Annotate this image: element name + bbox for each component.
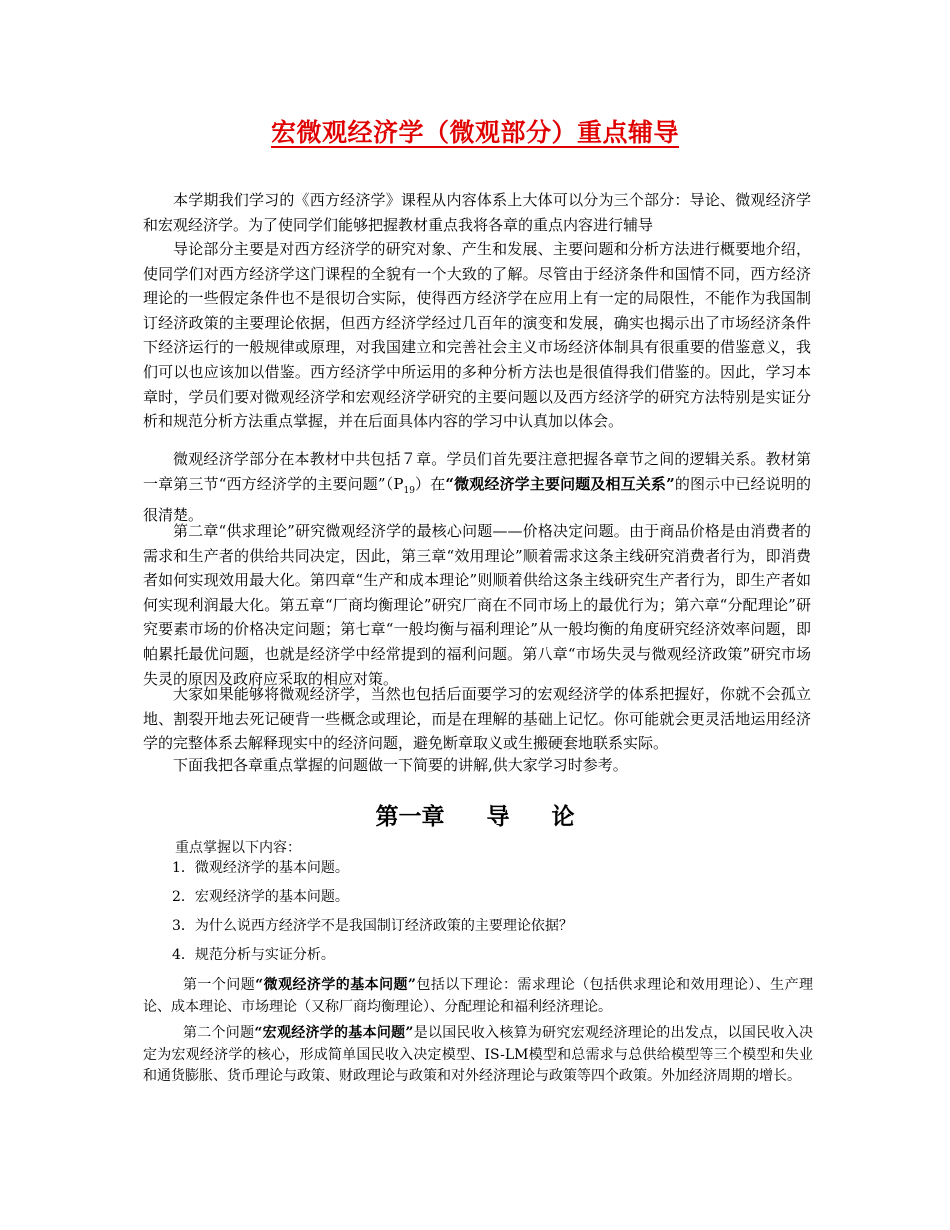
key-point-item-3: 3．为什么说西方经济学不是我国制订经济政策的主要理论依据？	[172, 918, 573, 934]
key-points-intro: 重点掌握以下内容：	[175, 840, 301, 856]
key-point-item-2: 2．宏观经济学的基本问题。	[172, 889, 349, 905]
q1-text-b: 包括以下理论：需求理论（包括供求理论和效用理论）、生产理论、成本理论、市场理论（又称厂商均衡理论）、分配理论和福利经济理论。	[143, 977, 814, 1015]
document-title	[0, 113, 950, 149]
document-title-text: 宏微观经济学（微观部分）重点辅导	[270, 118, 679, 147]
q2-text-a: 第二个问题	[183, 1025, 255, 1041]
intro-p3-text-c: 的图示中已经说明的很清楚。	[143, 474, 811, 525]
question-2-paragraph	[143, 1023, 813, 1088]
chapter-heading-part1: 第一章	[375, 804, 445, 830]
intro-paragraph-4: 第二章“供求理论”研究微观经济学的最核心问题——价格决定问题。由于商品价格是由消费者的需求和生产者的供给共同决定，因此，第三章“效用理论”顺着需求这条主线研究消费者行为，即消费者如何实现效用最大化。第四章“生产和成本理论”则顺着供给这条主线研究生产者行为，即生产者如何实现利润最大化。第五章“厂商均衡理论”研究厂商在不同市场上的最优行为；第六章“分配理论”研究要素市场的价格决定问题；第七章“一般均衡与福利理论”从一般均衡的角度研究经济效率问题，即帕累托最优问题，也就是经济学中经常提到的福利问题。第八章“市场失灵与微观经济政策”研究市场失灵的原因及政府应采取的相应对策。	[143, 522, 811, 688]
intro-paragraph-1: 本学期我们学习的《西方经济学》课程从内容体系上大体可以分为三个部分：导论、微观经济学和宏观经济学。为了使同学们能够把握教材重点我将各章的重点内容进行辅导	[143, 191, 811, 234]
q1-bold: “微观经济学的基本问题”	[255, 977, 416, 993]
key-point-item-4: 4．规范分析与实证分析。	[172, 947, 335, 963]
key-point-item-1: 1．微观经济学的基本问题。	[172, 860, 349, 876]
intro-p3-text-b: ）在	[414, 474, 446, 493]
page-ref-subscript: 19	[403, 485, 415, 496]
q2-text-b: 是以国民收入核算为研究宏观经济理论的出发点，以国民收入决定为宏观经济学的核心，形成简单国民收入决定模型、IS-LM模型和总需求与总供给模型等三个模型和失业和通货膨胀、货币理论与政策、财政理论与政策和对外经济理论与政策等四个政策。外加经济周期的增长。	[143, 1025, 814, 1084]
chapter-heading	[0, 798, 950, 831]
intro-p3-bold: “微观经济学主要问题及相互关系”	[445, 474, 675, 493]
intro-paragraph-2: 导论部分主要是对西方经济学的研究对象、产生和发展、主要问题和分析方法进行概要地介绍，使同学们对西方经济学这门课程的全貌有一个大致的了解。尽管由于经济条件和国情不同，西方经济理论的一些假定条件也不是很切合实际，使得西方经济学在应用上有一定的局限性，不能作为我国制订经济政策的主要理论依据，但西方经济学经过几百年的演变和发展，确实也揭示出了市场经济条件下经济运行的一般规律或原理，对我国建立和完善社会主义市场经济体制具有很重要的借鉴意义，我们可以也应该加以借鉴。西方经济学中所运用的多种分析方法也是很值得我们借鉴的。因此，学习本章时，学员们要对微观经济学和宏观经济学研究的主要问题以及西方经济学的研究方法特别是实证分析和规范分析方法重点掌握，并在后面具体内容的学习中认真加以体会。	[143, 240, 811, 431]
question-1-paragraph	[143, 975, 813, 1018]
intro-p3-text-a: 微观经济学部分在本教材中共包括７章。学员们首先要注意把握各章节之间的逻辑关系。教材第一章第三节“西方经济学的主要问题”（P	[143, 450, 811, 493]
intro-paragraph-3	[143, 447, 811, 528]
intro-paragraph-5: 大家如果能够将微观经济学，当然也包括后面要学习的宏观经济学的体系把握好，你就不会孤立地、割裂开地去死记硬背一些概念或理论，而是在理解的基础上记忆。你可能就会更灵活地运用经济学的完整体系去解释现实中的经济问题，避免断章取义或生搬硬套地联系实际。	[143, 685, 811, 753]
q2-bold: “宏观经济学的基本问题”	[254, 1025, 414, 1041]
q1-text-a: 第一个问题	[183, 977, 256, 993]
chapter-heading-part3: 论	[551, 804, 575, 830]
chapter-heading-part2: 导	[486, 804, 510, 830]
intro-paragraph-6: 下面我把各章重点掌握的问题做一下简要的讲解,供大家学习时参考。	[173, 756, 628, 774]
